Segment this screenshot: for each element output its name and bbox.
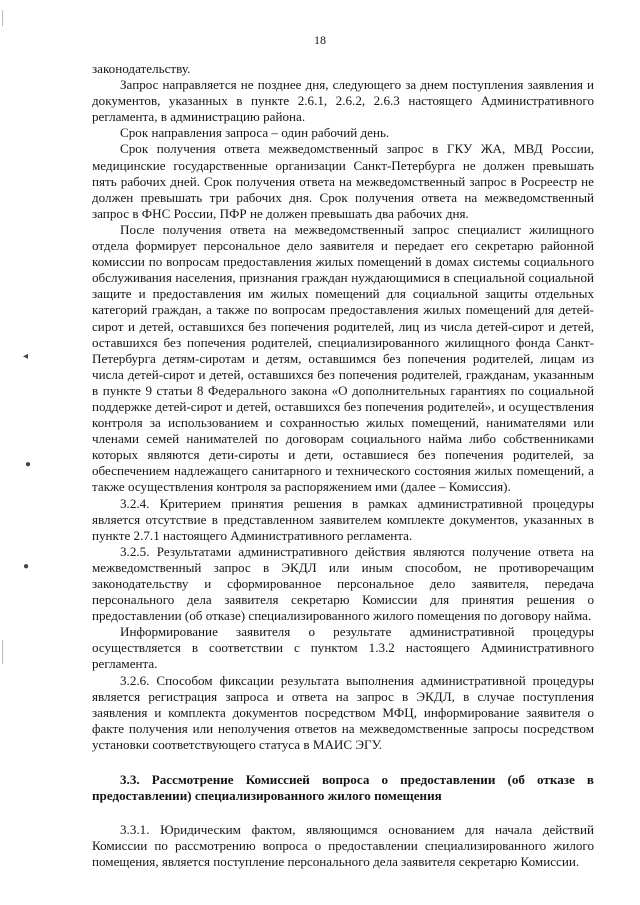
scan-speck: ◂ [23, 351, 29, 362]
scan-speck: ● [23, 561, 30, 572]
paragraph: Запрос направляется не позднее дня, следующего за днем поступления заявления и документов, указанных в пункте 2.6.1, 2.6.2, 2.6.3 настоящего Административного регламента, в администрацию района. [92, 77, 594, 125]
paragraph: 3.2.4. Критерием принятия решения в рамках административной процедуры является отсутствие в представленном заявителем комплекте документов, указанных в пункте 2.7.1 настоящего Административного регламента. [92, 495, 594, 543]
document-body [92, 61, 594, 871]
paragraph: 3.3.1. Юридическим фактом, являющимся основанием для начала действий Комиссии по рассмотрению вопроса о предоставлении специализированного жилого помещения, является поступление персонального дела заявителя секретарю Комиссии. [92, 822, 594, 870]
paragraph: После получения ответа на межведомственный запрос специалист жилищного отдела формирует персональное дело заявителя и передает его секретарю районной комиссии по вопросам предоставления жилых помещений в домах системы социального обслуживания населения, признания граждан нуждающимися в специальной социальной защите и предоставления им жилых помещений для социальной защиты отдельных категорий граждан, а также по вопросам предоставления жилых помещений для детей-сирот и детей, оставшихся без попечения родителей, лиц из числа детей-сирот и детей, оставшихся без попечения родителей, специализированного жилищного фонда Санкт-Петербурга детям-сиротам и детям, оставшимся без попечения родителей, лицам из числа детей-сирот и детей, оставшихся без попечения родителей, гражданам, указанным в пункте 9 статьи 8 Федерального закона «О дополнительных гарантиях по социальной поддержке детей-сирот и детей, оставшихся без попечения родителей», и осуществления контроля за использованием и сохранностью жилых помещений, нанимателями или членами семей нанимателей по договорам социального найма либо собственниками которых являются дети-сироты и дети, оставшиеся без попечения родителей, за обеспечением надлежащего санитарного и технического состояния жилых помещений, а также осуществления контроля за распоряжением ими (далее – Комиссия). [92, 221, 594, 495]
page-number: 18 [314, 33, 326, 47]
paragraph: Срок направления запроса – один рабочий день. [120, 125, 390, 141]
paragraph: Срок получения ответа межведомственный запрос в ГКУ ЖА, МВД России, медицинские государственные организации Санкт-Петербурга не должен превышать пять рабочих дней. Срок получения ответа на межведомственный запрос в Росреестр не должен превышать три рабочих дня. Срок получения ответа на межведомственный запрос в ФНС России, ПФР не должен превышать два рабочих дня. [92, 141, 594, 221]
paragraph: законодательству. [92, 61, 191, 76]
scan-speck: ● [25, 459, 32, 470]
paragraph: 3.2.6. Способом фиксации результата выполнения административной процедуры является регистрация запроса и ответа на запрос в ЭКДЛ, в случае поступления заявления и комплекта документов посредством МФЦ, информирование заявителя о факте получения или неполучения ответов на межведомственные запросы посредством установки соответствующего статуса в МАИС ЭГУ. [92, 672, 594, 752]
scan-edge-mark [2, 640, 3, 664]
scan-edge-mark [2, 10, 3, 26]
section-heading: 3.3. Рассмотрение Комиссией вопроса о предоставлении (об отказе в предоставлении) специализированного жилого помещения [92, 772, 594, 804]
paragraph: Информирование заявителя о результате административной процедуры осуществляется в соответствии с пунктом 1.3.2 настоящего Административного регламента. [92, 624, 594, 672]
paragraph: 3.2.5. Результатами административного действия являются получение ответа на межведомственный запрос в ЭКДЛ или иным способом, не противоречащим законодательству и сформированное персональное дело заявителя, передача персонального дела заявителя секретарю Комиссии для принятия решения о предоставлении (об отказе) специализированного жилого помещения по договору найма. [92, 543, 594, 624]
